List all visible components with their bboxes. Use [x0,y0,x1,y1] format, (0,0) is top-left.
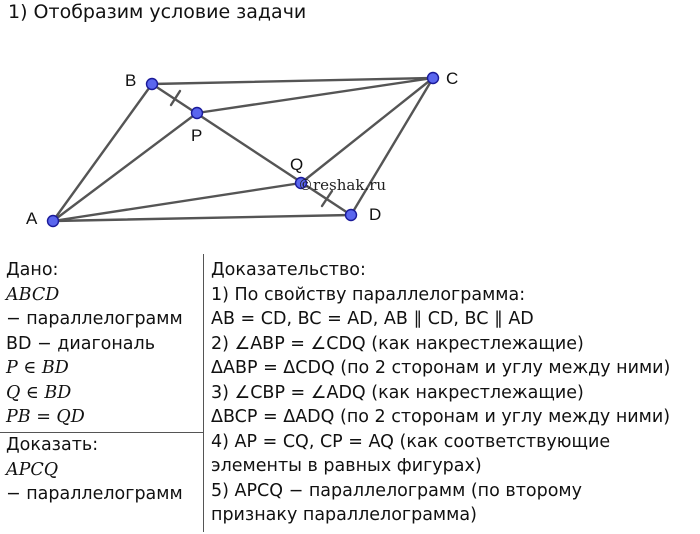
proof-title: Доказательство: [211,260,366,280]
proof-line: 4) AP = CQ, CP = AQ (как соответствующие [211,431,611,452]
prove-title: Доказать: [6,435,99,455]
side-cd [351,78,433,215]
page-heading: 1) Отобразим условие задачи [8,1,307,23]
given-line: − параллелограмм [6,309,183,329]
point-d [346,210,357,221]
given-line: PB = QD [6,407,85,427]
given-line: BD − диагональ [6,333,156,354]
given-line: Q ∈ BD [6,382,72,403]
given-line: P ∈ BD [6,358,69,378]
side-da [53,215,351,221]
point-a [48,216,59,227]
proof-line: ΔBCP = ΔADQ (по 2 сторонам и углу между ними) [211,407,671,427]
point-c [428,73,439,84]
label-q: Q [290,155,304,174]
prove-line: − параллелограмм [6,484,183,504]
proof-line: AB = CD, BC = AD, AB ∥ CD, BC ∥ AD [211,309,534,329]
label-p: P [191,126,203,145]
proof-section [211,258,670,528]
table-vertical-divider [203,254,204,532]
proof-line: 5) APCQ − параллелограмм (по второму [211,480,582,501]
given-section [6,258,183,430]
label-d: D [369,205,382,224]
prove-section [6,433,183,507]
label-c: C [446,69,459,88]
side-ab [53,84,152,221]
proof-line: элементы в равных фигурах) [211,456,482,476]
segment-ap [53,113,197,221]
proof-line: ΔABP = ΔCDQ (по 2 сторонам и углу между ними) [211,358,671,378]
point-b [147,79,158,90]
label-a: A [26,209,38,228]
proof-line: признаку параллелограмма) [211,505,477,525]
given-line: ABCD [6,284,60,305]
segment-qa [53,183,301,221]
diagonal-bd [152,84,351,215]
proof-line: 1) По свойству параллелограмма: [211,284,526,305]
parallelogram-figure [0,0,700,250]
prove-line: APCQ [6,459,59,480]
label-b: B [125,71,137,90]
watermark: ©reshak.ru [298,176,387,194]
proof-line: 2) ∠ABP = ∠CDQ (как накрестлежащие) [211,333,584,354]
given-title: Дано: [6,260,59,280]
proof-line: 3) ∠CBP = ∠ADQ (как накрестлежащие) [211,382,584,403]
point-p [192,108,203,119]
